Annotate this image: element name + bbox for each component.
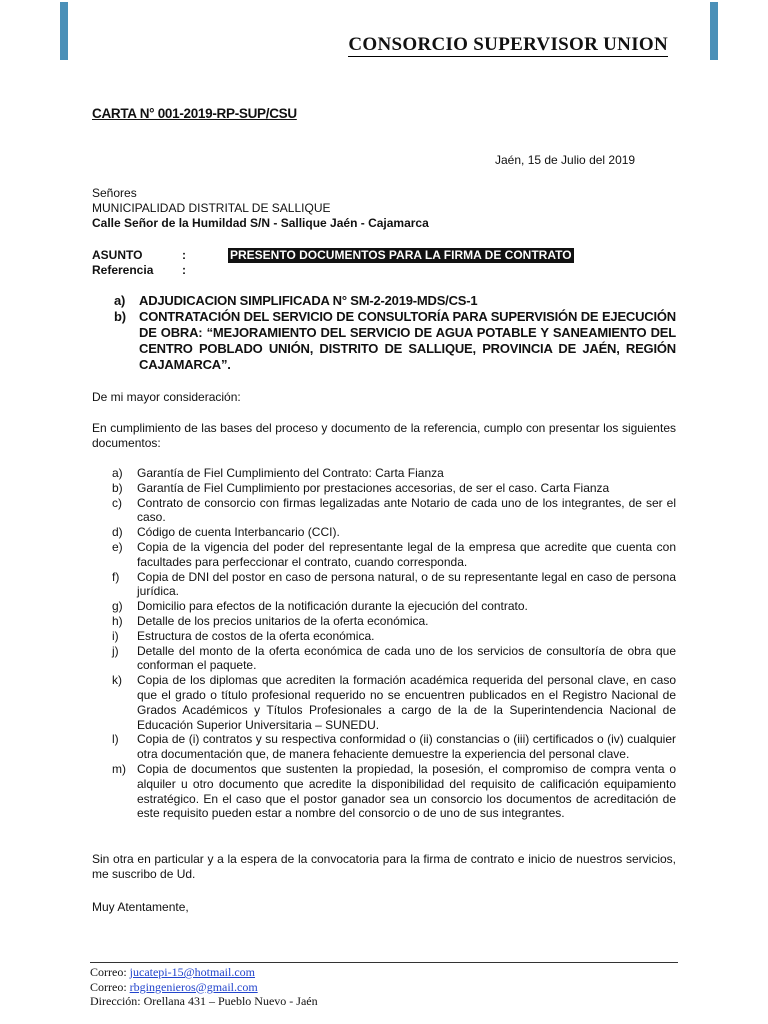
reference-colon: :	[182, 263, 186, 277]
subject-row	[92, 248, 574, 263]
intro-paragraph: En cumplimiento de las bases del proceso y documento de la referencia, cumplo con presentar los siguientes documentos:	[92, 421, 676, 450]
reference-text: ADJUDICACION SIMPLIFICADA N° SM-2-2019-MDS/CS-1	[139, 293, 478, 308]
recipient-name: MUNICIPALIDAD DISTRITAL DE SALLIQUE	[92, 201, 331, 215]
greeting: De mi mayor consideración:	[92, 390, 241, 404]
subject-value: PRESENTO DOCUMENTOS PARA LA FIRMA DE CONTRATO	[230, 248, 572, 262]
list-marker: j)	[112, 643, 119, 658]
letter-number: CARTA N° 001-2019-RP-SUP/CSU	[92, 106, 297, 121]
list-text: Contrato de consorcio con firmas legalizadas ante Notario de cada uno de los integrantes, de ser el caso.	[137, 495, 676, 525]
list-text: Copia de los diplomas que acrediten la formación académica requerida del personal clave, en caso que el grado o título profesional requerido no se encuentren publicados en el Registro Nacional de Grados Académicos y Títulos Profesionales a cargo de la de la Superintendencia Nacional de Educación Superior Universitaria – SUNEDU.	[137, 673, 676, 732]
list-item	[112, 496, 676, 526]
company-name: CONSORCIO SUPERVISOR UNION	[348, 34, 668, 55]
reference-label: Referencia	[92, 263, 154, 277]
list-item	[112, 762, 676, 821]
list-text: Garantía de Fiel Cumplimiento por prestaciones accesorias, de ser el caso. Carta Fianza	[137, 480, 610, 495]
list-marker: a)	[112, 466, 123, 480]
reference-item	[114, 309, 676, 373]
list-item	[112, 614, 676, 629]
letter-date: Jaén, 15 de Julio del 2019	[495, 153, 636, 167]
reference-text: CONTRATACIÓN DEL SERVICIO DE CONSULTORÍA PARA SUPERVISIÓN DE EJECUCIÓN DE OBRA: “MEJORAMIENTO DEL SERVICIO DE AGUA POTABLE Y SANEAMIENTO DEL CENTRO POBLADO UNIÓN, DISTRITO DE SALLIQUE, PROVINCIA DE JAÉN, REGIÓN CAJAMARCA”.	[139, 309, 676, 372]
list-text: Garantía de Fiel Cumplimiento del Contrato: Carta Fianza	[137, 466, 444, 480]
subject-colon: :	[182, 248, 186, 262]
list-text: Copia de (i) contratos y su respectiva conformidad o (ii) constancias o (iii) certificados o (iv) cualquier otra documentación que, de manera fehaciente demuestre la experiencia del personal clave.	[137, 732, 676, 762]
footer-divider	[90, 962, 678, 963]
document-list	[112, 466, 676, 821]
list-text: Copia de documentos que sustenten la propiedad, la posesión, el compromiso de compra venta o alquiler u otro documento que acredite la disponibilidad del requisito de calificación equipamiento estratégico. En el caso que el postor ganador sea un consorcio los documentos de acreditación de este requisito pueden estar a nombre del consorcio o de uno de sus integrantes.	[137, 761, 676, 821]
email-link[interactable]: rbgingenieros@gmail.com	[129, 979, 258, 994]
list-item	[112, 525, 676, 540]
list-item	[112, 644, 676, 674]
list-item	[112, 629, 676, 644]
footer	[90, 965, 318, 1009]
footer-email-row	[90, 980, 318, 995]
footer-address: Dirección: Orellana 431 – Pueblo Nuevo - Jaén	[90, 994, 318, 1008]
list-marker: g)	[112, 599, 123, 614]
list-text: Estructura de costos de la oferta económica.	[137, 628, 375, 643]
list-item	[112, 599, 676, 614]
list-item	[112, 481, 676, 496]
list-item	[112, 732, 676, 762]
list-marker: m)	[112, 761, 126, 776]
list-item	[112, 540, 676, 570]
footer-email-row	[90, 965, 318, 980]
reference-list	[114, 293, 676, 373]
list-item	[112, 673, 676, 732]
list-text: Detalle de los precios unitarios de la oferta económica.	[137, 613, 429, 628]
email-link[interactable]: jucatepi-15@hotmail.com	[129, 965, 256, 979]
list-text: Detalle del monto de la oferta económica de cada uno de los servicios de consultoría de obra que conforman el paquete.	[137, 643, 676, 673]
list-text: Copia de DNI del postor en caso de persona natural, o de su representante legal en caso de persona jurídica.	[137, 569, 676, 599]
list-marker: i)	[112, 628, 119, 643]
reference-row	[92, 263, 574, 278]
list-marker: e)	[112, 539, 123, 554]
closing-paragraph: Sin otra en particular y a la espera de la convocatoria para la firma de contrato e inicio de nuestros servicios, me suscribo de Ud.	[92, 852, 676, 881]
list-text: Copia de la vigencia del poder del representante legal de la empresa que acredite que cuenta con facultades para perfeccionar el contrato, cuando corresponda.	[137, 539, 676, 569]
recipient-salutation: Señores	[92, 186, 137, 200]
list-item	[112, 466, 676, 481]
list-text: Domicilio para efectos de la notificación durante la ejecución del contrato.	[137, 599, 528, 614]
reference-marker: a)	[114, 293, 126, 308]
email-label: Correo:	[90, 979, 130, 994]
company-header	[0, 34, 768, 57]
sign-off: Muy Atentamente,	[92, 900, 189, 914]
list-marker: h)	[112, 613, 123, 628]
subject-block	[92, 248, 574, 278]
list-text: Código de cuenta Interbancario (CCI).	[137, 525, 340, 540]
reference-item	[114, 293, 676, 309]
list-marker: l)	[112, 732, 119, 747]
recipient-address: Calle Señor de la Humildad S/N - Sallique Jaén - Cajamarca	[92, 216, 429, 230]
list-marker: f)	[112, 569, 120, 584]
subject-label: ASUNTO	[92, 248, 143, 262]
recipient-block	[92, 186, 429, 231]
list-item	[112, 570, 676, 600]
reference-marker: b)	[114, 309, 126, 324]
list-marker: d)	[112, 525, 123, 540]
list-marker: c)	[112, 495, 122, 510]
email-label: Correo:	[90, 965, 130, 979]
list-marker: k)	[112, 673, 122, 688]
list-marker: b)	[112, 480, 123, 495]
